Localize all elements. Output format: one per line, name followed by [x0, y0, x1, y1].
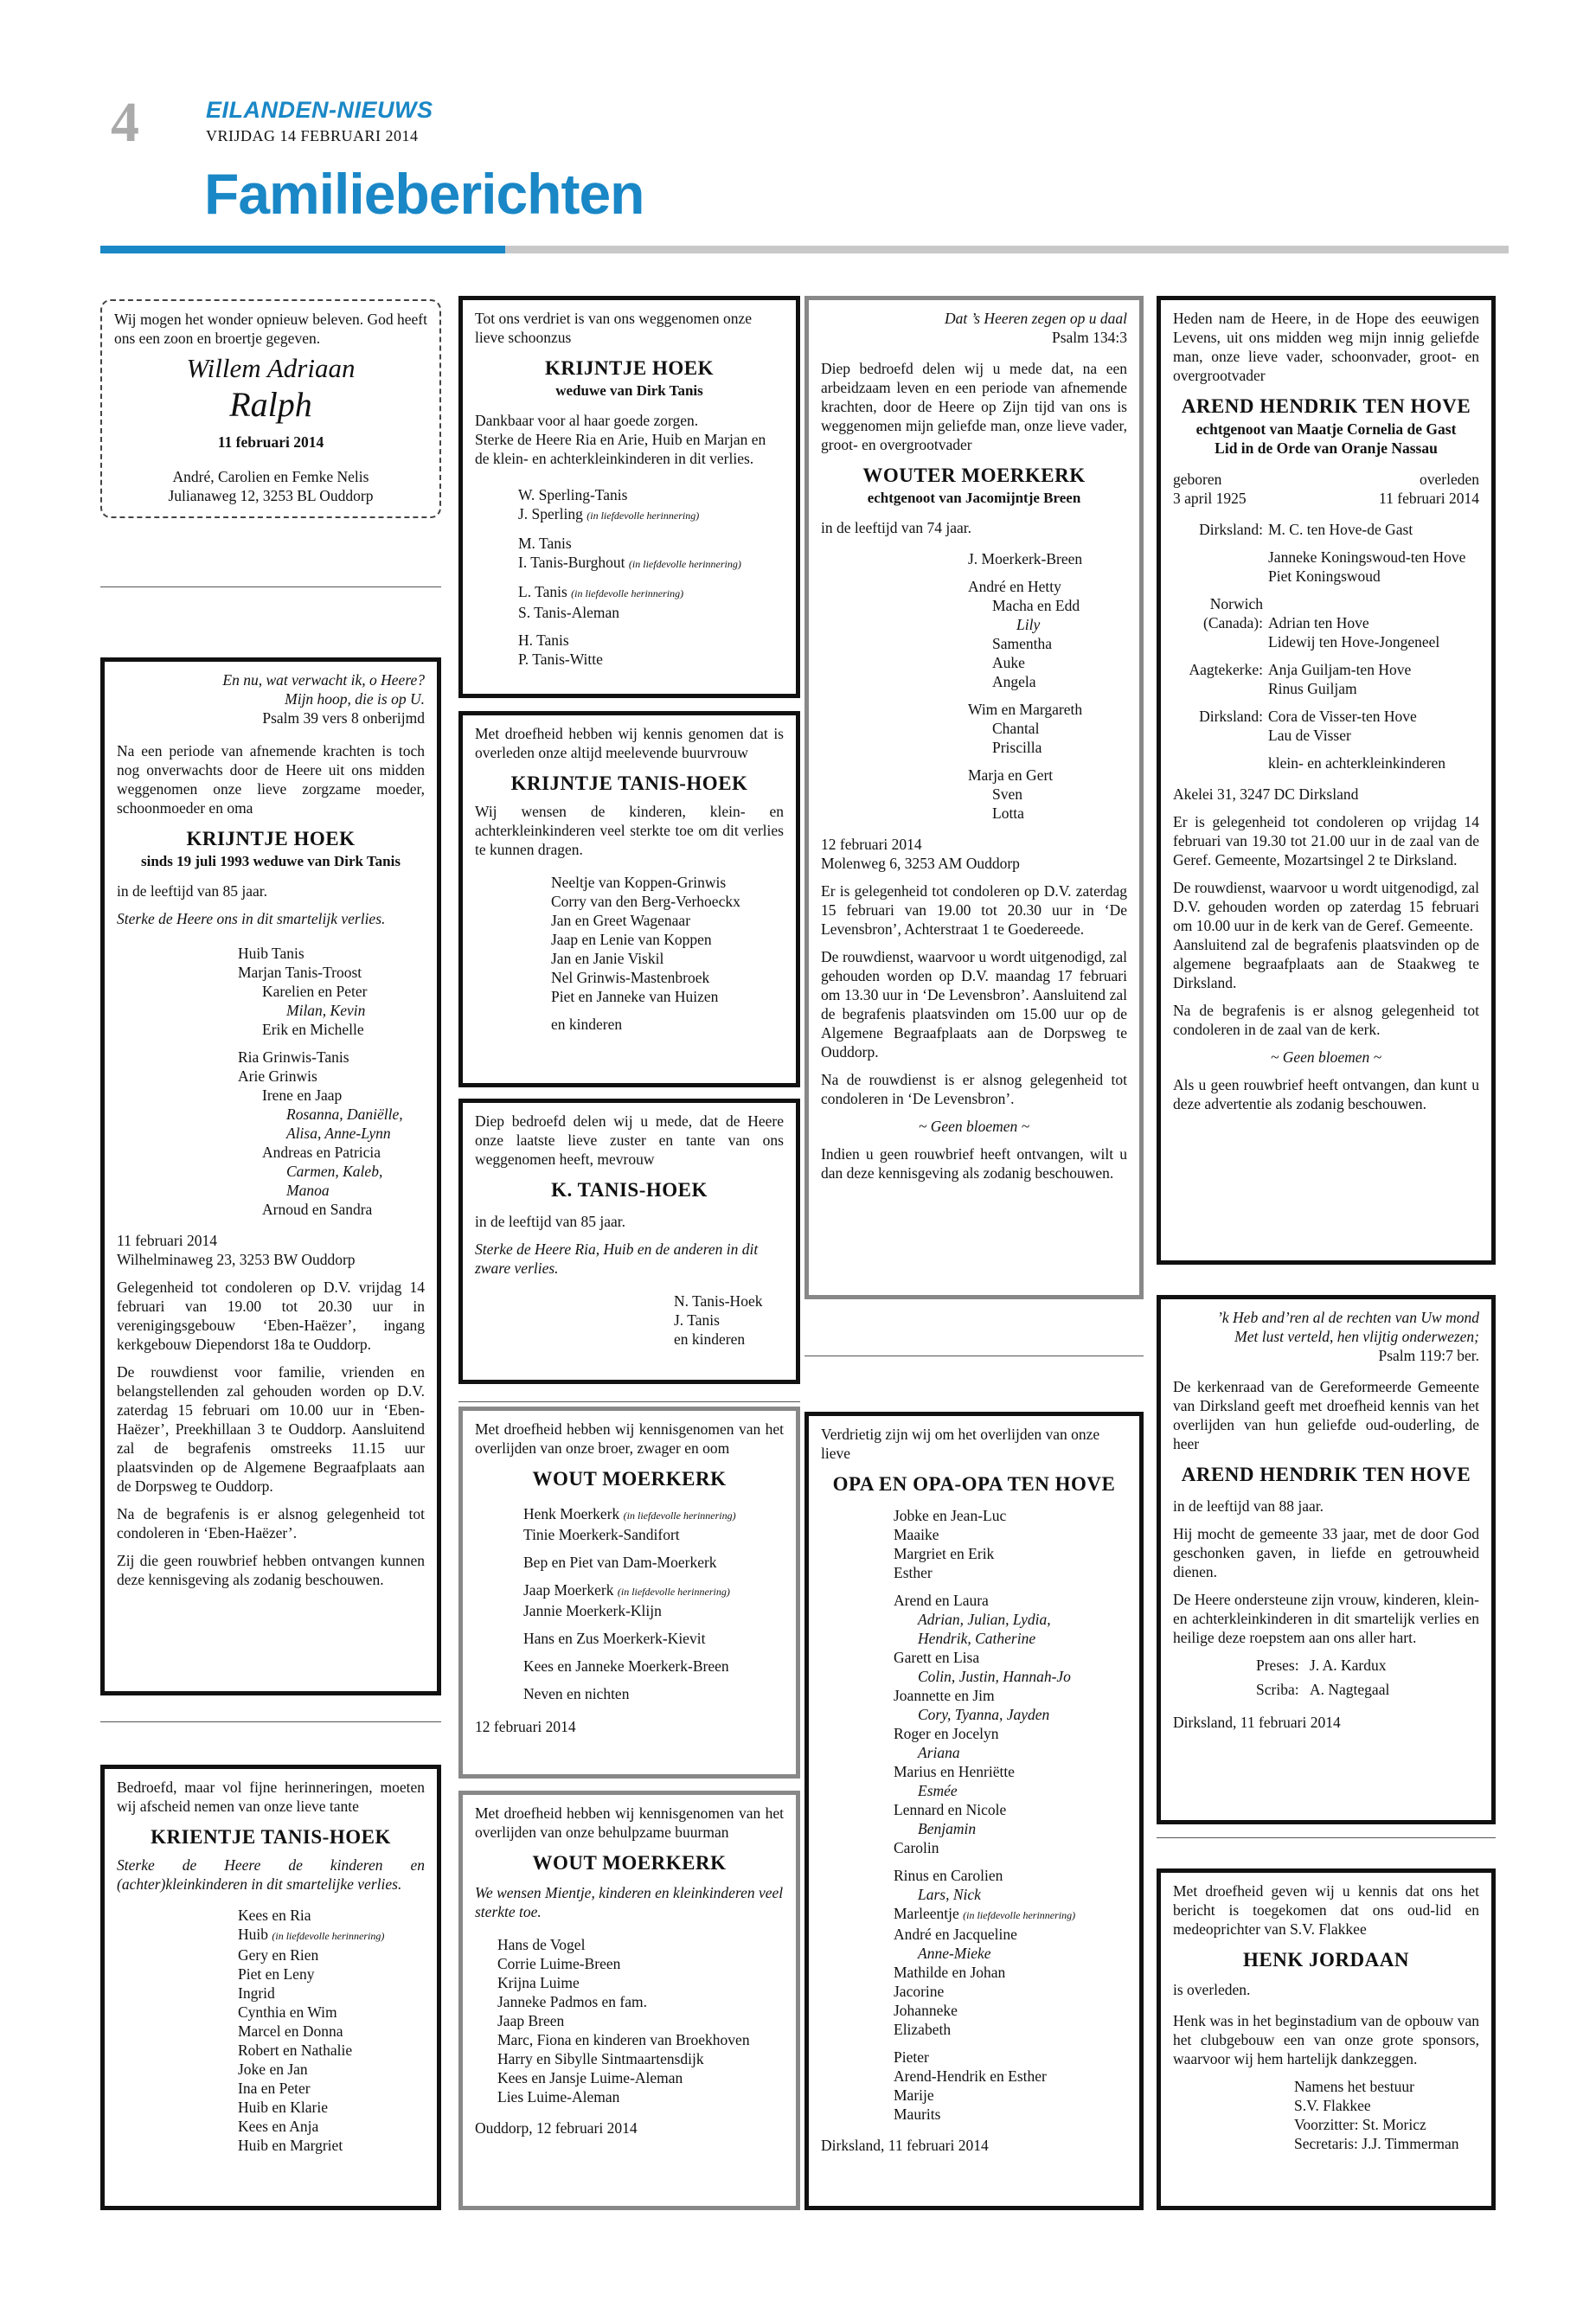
- family-member: S. Tanis-Aleman: [518, 604, 620, 621]
- memorial-note: (in liefdevolle herinnering): [617, 1586, 730, 1598]
- family-member: Lennard en Nicole: [894, 1801, 1007, 1818]
- baby-first-names: Willem Adriaan: [186, 353, 356, 383]
- family-member: Gery en Rien: [238, 1946, 319, 1964]
- notice-date: 12 februari 2014: [475, 1718, 576, 1735]
- family-member: Margriet en Erik: [894, 1545, 995, 1562]
- family-member: Piet Koningswoud: [1268, 567, 1381, 585]
- family-member: Huib: [238, 1926, 268, 1943]
- family-member: Janneke Koningswoud-ten Hove: [1268, 548, 1466, 566]
- place-label: (Canada):: [1203, 614, 1263, 631]
- quote-line: Dat ’s Heeren zegen op u daal: [945, 310, 1127, 327]
- divider: [100, 1721, 441, 1722]
- signatory: A. Nagtegaal: [1310, 1681, 1390, 1698]
- deceased-name: WOUTER MOERKERK: [862, 465, 1086, 486]
- place-label: Dirksland:: [1199, 521, 1263, 538]
- wish-line: Sterke de Heere Ria, Huib en de anderen in dit zware verlies.: [475, 1240, 759, 1277]
- signatory: N. Tanis-Hoek: [674, 1292, 763, 1310]
- ad-text: Na de begrafenis is er alsnog gelegenheid tot condoleren in de zaal van de kerk.: [1173, 1002, 1479, 1038]
- death-notice-wout-moerkerk: [458, 1407, 800, 1779]
- death-notice-buurman: [458, 1791, 800, 2210]
- family-member: Bep en Piet van Dam-Moerkerk: [523, 1554, 717, 1571]
- signatory: en kinderen: [674, 1330, 746, 1348]
- ad-text: Wij mogen het wonder opnieuw beleven. God heeft ons een zoon en broertje gegeven.: [114, 311, 427, 347]
- deceased-name: AREND HENDRIK TEN HOVE: [1181, 395, 1471, 417]
- age-line: in de leeftijd van 85 jaar.: [475, 1213, 625, 1230]
- family-member: Lidewij ten Hove-Jongeneel: [1268, 633, 1440, 651]
- signatory: J. A. Kardux: [1310, 1657, 1387, 1674]
- family-member: Macha en Edd: [992, 597, 1080, 614]
- family-member: Lily: [1016, 616, 1041, 633]
- age-line: in de leeftijd van 74 jaar.: [821, 519, 971, 536]
- age-line: in de leeftijd van 85 jaar.: [117, 882, 267, 900]
- family-member: Irene en Jaap: [262, 1086, 343, 1104]
- family-member: Arend en Laura: [894, 1592, 989, 1609]
- deceased-name: WOUT MOERKERK: [532, 1468, 727, 1490]
- family-member: Jobke en Jean-Luc: [894, 1507, 1007, 1524]
- family-member: Marja en Gert: [968, 766, 1054, 784]
- ad-text: Bedroefd, maar vol fijne herinneringen, moeten wij afscheid nemen van onze lieve tante: [117, 1779, 425, 1815]
- family-member: Jaap en Lenie van Koppen: [551, 931, 712, 948]
- family-member: Roger en Jocelyn: [894, 1725, 999, 1742]
- deceased-name: WOUT MOERKERK: [532, 1852, 727, 1874]
- quote-reference: Psalm 39 vers 8 onberijmd: [262, 709, 425, 727]
- family-member: Ina en Peter: [238, 2080, 311, 2097]
- memorial-note: (in liefdevolle herinnering): [272, 1930, 385, 1942]
- family-member: J. Moerkerk-Breen: [968, 550, 1083, 567]
- died-date: 11 februari 2014: [1379, 490, 1479, 507]
- family-member: Arie Grinwis: [238, 1067, 317, 1085]
- role-label: Preses:: [1256, 1657, 1299, 1674]
- family-member: Henk Moerkerk: [523, 1505, 620, 1522]
- family-member: Auke: [992, 654, 1025, 671]
- ad-text: Er is gelegenheid tot condoleren op vrijdag 14 februari van 19.30 tot 21.00 uur in de zaal van de Geref. Gemeente, Mozartsingel 2 te Dirksland.: [1173, 813, 1479, 868]
- family-member: Alisa, Anne-Lynn: [286, 1125, 391, 1142]
- family-member: Marjan Tanis-Troost: [238, 964, 362, 981]
- family-member: André en Jacqueline: [894, 1926, 1017, 1943]
- family-member: Harry en Sibylle Sintmaartensdijk: [497, 2050, 704, 2067]
- family-member: Neeltje van Koppen-Grinwis: [551, 874, 727, 891]
- family-member: Kees en Janneke Moerkerk-Breen: [523, 1657, 729, 1675]
- ad-text: Met droefheid hebben wij kennisgenomen van het overlijden van onze behulpzame buurman: [475, 1804, 784, 1841]
- signatory: Voorzitter: St. Moricz: [1294, 2116, 1426, 2133]
- signatory: Namens het bestuur: [1294, 2078, 1414, 2095]
- ad-text: De Heere ondersteune zijn vrouw, kinderen, klein- en achterkleinkinderen in dit smartelijk verlies en heilige deze roepstem aan ons aller hart.: [1173, 1591, 1479, 1646]
- family-member: Huib Tanis: [238, 945, 304, 962]
- ad-text: Met droefheid hebben wij kennis genomen dat is overleden onze altijd meelevende buurvrouw: [475, 725, 784, 761]
- family-member: Rinus Guiljam: [1268, 680, 1357, 697]
- ad-text: Er is gelegenheid tot condoleren op D.V. zaterdag 15 februari van 19.00 tot 20.30 uur in ‘De Levensbron’, Achterstraat 1 te Goedereede.: [821, 882, 1127, 938]
- age-line: in de leeftijd van 88 jaar.: [1173, 1497, 1324, 1515]
- ad-text: Zij die geen rouwbrief hebben ontvangen kunnen deze kennisgeving als zodanig beschouwen.: [117, 1552, 425, 1588]
- family-member: Kees en Anja: [238, 2118, 319, 2135]
- notice-date: Dirksland, 11 februari 2014: [821, 2137, 989, 2154]
- family-member: Janneke Padmos en fam.: [497, 1993, 648, 2010]
- ad-text: De rouwdienst, waarvoor u wordt uitgenodigd, zal gehouden worden op D.V. maandag 17 februari om 13.30 uur in ‘De Levensbron’. Aansluitend zal de begrafenis plaatsvinden om 15.00 uur op de Algemene Begraafplaats aan de Dorpsweg te Ouddorp.: [821, 948, 1127, 1061]
- wish-line: Sterke de Heere ons in dit smartelijk verlies.: [117, 910, 386, 927]
- ad-text: Gelegenheid tot condoleren op D.V. vrijdag 14 februari van 19.00 tot 20.30 uur in verenigingsgebouw ‘Eben-Haëzer’, ingang kerkgebouw Diependorst 18a te Ouddorp.: [117, 1279, 425, 1353]
- quote-line: Met lust verteld, hen vlijtig onderwezen;: [1234, 1328, 1479, 1345]
- ad-text: Indien u geen rouwbrief heeft ontvangen, wilt u dan deze kennisgeving als zodanig beschouwen.: [821, 1145, 1127, 1182]
- family-member: Arnoud en Sandra: [262, 1201, 373, 1218]
- family-member: Huib en Klarie: [238, 2099, 328, 2116]
- family-member: Garett en Lisa: [894, 1649, 980, 1666]
- family-member: Nel Grinwis-Mastenbroek: [551, 969, 710, 986]
- ad-text: De rouwdienst, waarvoor u wordt uitgenodigd, zal D.V. gehouden worden op zaterdag 15 februari om 10.00 uur in de kerk van de Geref. Gemeente.: [1173, 879, 1479, 934]
- wish-line: Wij wensen de kinderen, klein- en achterkleinkinderen veel sterkte toe om dit verlies te kunnen dragen.: [475, 803, 784, 858]
- family-member: Jaap Moerkerk: [523, 1581, 614, 1599]
- memorial-note: (in liefdevolle herinnering): [628, 558, 741, 570]
- family-member: Corry van den Berg-Verhoeckx: [551, 893, 740, 910]
- family-member: M. C. ten Hove-de Gast: [1268, 521, 1413, 538]
- family-member: Rinus en Carolien: [894, 1867, 1003, 1884]
- family-member: Anne-Mieke: [918, 1945, 991, 1962]
- family-member: Jan en Greet Wagenaar: [551, 912, 691, 929]
- family-member: Colin, Justin, Hannah-Jo: [918, 1668, 1071, 1685]
- notice-date: 11 februari 2014: [117, 1232, 217, 1249]
- address: Wilhelminaweg 23, 3253 BW Ouddorp: [117, 1251, 356, 1268]
- family-member: M. Tanis: [518, 535, 572, 552]
- ad-text: Henk was in het beginstadium van de opbouw van het clubgebouw een van onze grote sponsors, waarvoor wij hem hartelijk dankzeggen.: [1173, 2012, 1479, 2067]
- family-member: Maaike: [894, 1526, 939, 1543]
- family-member: W. Sperling-Tanis: [518, 486, 628, 503]
- family-member: Arend-Hendrik en Esther: [894, 2067, 1047, 2085]
- ad-text: Verdrietig zijn wij om het overlijden van onze lieve: [821, 1426, 1100, 1462]
- family-member: Angela: [992, 673, 1036, 690]
- family-member: Manoa: [286, 1182, 330, 1199]
- died-label: overleden: [1420, 471, 1479, 488]
- baby-name: Ralph: [229, 385, 312, 424]
- no-flowers-note: ~ Geen bloemen ~: [1270, 1048, 1382, 1066]
- family-member: Lies Luime-Aleman: [497, 2088, 620, 2106]
- family-member: Andreas en Patricia: [262, 1144, 381, 1161]
- family-member: Corrie Luime-Breen: [497, 1955, 621, 1972]
- family-member: Cory, Tyanna, Jayden: [918, 1706, 1050, 1723]
- ad-text: Diep bedroefd delen wij u mede dat, na een arbeidzaam leven en een periode van afnemende krachten, door de Heere op Zijn tijd van ons is weggenomen mijn geliefde man, onze lieve vader, groot- en overgrootvader: [821, 360, 1127, 453]
- deceased-name: K. TANIS-HOEK: [551, 1179, 708, 1201]
- wish-line: Sterke de Heere de kinderen en (achter)kleinkinderen in dit smartelijke verlies.: [117, 1856, 425, 1893]
- family-member: Johanneke: [894, 2002, 958, 2019]
- section-title: Familieberichten: [204, 162, 644, 226]
- family-member: Marije: [894, 2086, 934, 2104]
- family-member: J. Sperling: [518, 505, 583, 522]
- deceased-subtitle: echtgenoot van Jacomijntje Breen: [867, 490, 1081, 506]
- deceased-subtitle: Lid in de Orde van Oranje Nassau: [1215, 439, 1438, 457]
- ad-text: Na de begrafenis is er alsnog gelegenheid tot condoleren in ‘Eben-Haëzer’.: [117, 1505, 425, 1541]
- ad-text: Tot ons verdriet is van ons weggenomen onze lieve schoonzus: [475, 310, 753, 346]
- birth-date: 11 februari 2014: [217, 433, 324, 451]
- family-member: Lotta: [992, 804, 1024, 822]
- family-member: Cora de Visser-ten Hove: [1268, 708, 1417, 725]
- born-date: 3 april 1925: [1173, 490, 1247, 507]
- family-member: H. Tanis: [518, 631, 569, 649]
- deceased-subtitle: echtgenoot van Maatje Cornelia de Gast: [1195, 420, 1457, 438]
- family-member: Kees en Ria: [238, 1907, 311, 1924]
- no-flowers-note: ~ Geen bloemen ~: [918, 1118, 1030, 1135]
- family-member: Priscilla: [992, 739, 1042, 756]
- family-member: Huib en Margriet: [238, 2137, 343, 2154]
- place-label: Dirksland:: [1199, 708, 1263, 725]
- family-member: Piet en Leny: [238, 1965, 315, 1983]
- deceased-name: KRIJNTJE HOEK: [186, 828, 356, 849]
- ad-text: Diep bedroefd delen wij u mede, dat de Heere onze laatste lieve zuster en tante van ons weggenomen heeft, mevrouw: [475, 1112, 784, 1168]
- family-member: Hans en Zus Moerkerk-Kievit: [523, 1630, 706, 1647]
- birth-announcement: [100, 299, 441, 518]
- family-member: Robert en Nathalie: [238, 2041, 353, 2059]
- title-rule-accent: [100, 246, 505, 253]
- family-member: Marius en Henriëtte: [894, 1763, 1015, 1780]
- address: Molenweg 6, 3253 AM Ouddorp: [821, 855, 1020, 872]
- place-label: Aagtekerke:: [1189, 661, 1263, 678]
- death-notice-arend-hendrik-ten-hove: [1157, 296, 1496, 1265]
- signatory: J. Tanis: [674, 1311, 720, 1329]
- quote-line: Mijn hoop, die is op U.: [285, 690, 425, 708]
- family-member: Benjamin: [918, 1820, 977, 1837]
- memorial-note: (in liefdevolle herinnering): [571, 587, 684, 599]
- family-member: Ingrid: [238, 1984, 275, 2002]
- deceased-subtitle: weduwe van Dirk Tanis: [555, 382, 703, 399]
- parents: André, Carolien en Femke Nelis: [172, 468, 369, 485]
- family-member: Lars, Nick: [918, 1886, 981, 1903]
- family-member: Milan, Kevin: [286, 1002, 366, 1019]
- family-member: Marcel en Donna: [238, 2022, 343, 2040]
- family-member: en kinderen: [551, 1016, 623, 1033]
- divider: [100, 586, 441, 587]
- death-notice-k-tanis-hoek: [458, 1099, 800, 1384]
- address: Julianaweg 12, 3253 BL Ouddorp: [168, 487, 374, 504]
- ad-text: Heden nam de Heere, in de Hope des eeuwigen Levens, uit ons midden weg mijn innig geliefde man, onze lieve vader, schoonvader, groot- en overgrootvader: [1173, 310, 1479, 384]
- ad-text: Met droefheid hebben wij kennisgenomen van het overlijden van onze broer, zwager en oom: [475, 1420, 784, 1457]
- family-member: Elizabeth: [894, 2021, 952, 2038]
- family-member: Jannie Moerkerk-Klijn: [523, 1602, 662, 1619]
- family-member: Joke en Jan: [238, 2061, 308, 2078]
- family-member: klein- en achterkleinkinderen: [1268, 754, 1446, 772]
- signatory: S.V. Flakkee: [1294, 2097, 1371, 2114]
- family-member: Hans de Vogel: [497, 1936, 586, 1953]
- address: Akelei 31, 3247 DC Dirksland: [1173, 785, 1359, 803]
- ad-text: Na de rouwdienst is er alsnog gelegenheid tot condoleren in ‘De Levensbron’.: [821, 1071, 1127, 1107]
- ad-text: De kerkenraad van de Gereformeerde Gemeente van Dirksland geeft met droefheid kennis van het overlijden van hun geliefde oud-ouderling, de heer: [1173, 1378, 1479, 1452]
- signatory: Secretaris: J.J. Timmerman: [1294, 2135, 1459, 2152]
- ad-text: Met droefheid geven wij u kennis dat ons het bericht is toegekomen dat ons oud-lid en medeoprichter van S.V. Flakkee: [1173, 1882, 1479, 1938]
- family-member: Pieter: [894, 2048, 929, 2066]
- family-member: Esther: [894, 1564, 933, 1581]
- family-member: Jaap Breen: [497, 2012, 565, 2029]
- born-label: geboren: [1173, 471, 1222, 488]
- death-notice-buurvrouw: [458, 711, 800, 1087]
- place-label: Norwich: [1209, 595, 1263, 612]
- family-member: Erik en Michelle: [262, 1021, 364, 1038]
- notice-date: Ouddorp, 12 februari 2014: [475, 2119, 638, 2137]
- memorial-note: (in liefdevolle herinnering): [963, 1909, 1076, 1921]
- issue-date: VRIJDAG 14 FEBRUARI 2014: [206, 127, 419, 144]
- family-member: Piet en Janneke van Huizen: [551, 988, 719, 1005]
- family-member: Anja Guiljam-ten Hove: [1268, 661, 1412, 678]
- family-member: Joannette en Jim: [894, 1687, 995, 1704]
- divider: [1157, 1837, 1496, 1838]
- quote-reference: Psalm 119:7 ber.: [1378, 1347, 1479, 1364]
- ad-text: is overleden.: [1173, 1981, 1251, 1998]
- role-label: Scriba:: [1256, 1681, 1299, 1698]
- memorial-note: (in liefdevolle herinnering): [586, 510, 700, 522]
- family-member: Carmen, Kaleb,: [286, 1163, 383, 1180]
- wish-line: We wensen Mientje, kinderen en kleinkinderen veel sterkte toe.: [475, 1884, 784, 1920]
- family-member: Wim en Margareth: [968, 701, 1083, 718]
- family-member: Sven: [992, 785, 1022, 803]
- title-rule: [505, 246, 1509, 253]
- family-member: Esmée: [918, 1782, 958, 1799]
- wish-line: Sterke de Heere Ria en Arie, Huib en Marjan en de klein- en achterkleinkinderen in dit verlies.: [475, 431, 766, 467]
- family-member: Lau de Visser: [1268, 727, 1351, 744]
- family-member: Adrian, Julian, Lydia,: [918, 1611, 1051, 1628]
- deceased-name: KRIJNTJE TANIS-HOEK: [510, 772, 748, 794]
- family-member: I. Tanis-Burghout: [518, 554, 625, 571]
- family-member: P. Tanis-Witte: [518, 651, 603, 668]
- ad-text: Na een periode van afnemende krachten is toch nog onverwachts door de Heere uit ons midden weggenomen onze lieve zorgzame moeder, schoonmoeder en oma: [117, 742, 425, 817]
- masthead-logo: EILANDEN-NIEUWS: [206, 97, 433, 123]
- deceased-name: OPA EN OPA-OPA TEN HOVE: [832, 1473, 1116, 1495]
- family-member: Maurits: [894, 2106, 941, 2123]
- divider: [458, 1401, 800, 1402]
- deceased-name: KRIJNTJE HOEK: [544, 357, 714, 379]
- family-member: Kees en Jansje Luime-Aleman: [497, 2069, 683, 2086]
- family-member: Carolin: [894, 1839, 939, 1856]
- quote-reference: Psalm 134:3: [1051, 329, 1127, 346]
- family-member: Neven en nichten: [523, 1685, 630, 1702]
- ad-text: Als u geen rouwbrief heeft ontvangen, dan kunt u deze advertentie als zodanig beschouwen.: [1173, 1076, 1479, 1112]
- quote-line: En nu, wat verwacht ik, o Heere?: [222, 671, 425, 689]
- death-notice-opa-ten-hove: [804, 1412, 1144, 2210]
- family-member: Tinie Moerkerk-Sandifort: [523, 1526, 680, 1543]
- family-member: Ariana: [918, 1744, 960, 1761]
- club-notice-henk-jordaan: [1157, 1868, 1496, 2210]
- deceased-name: AREND HENDRIK TEN HOVE: [1181, 1464, 1471, 1485]
- deceased-subtitle: sinds 19 juli 1993 weduwe van Dirk Tanis: [141, 853, 401, 869]
- family-member: Rosanna, Daniëlle,: [286, 1106, 403, 1123]
- family-member: Marleentje: [894, 1905, 959, 1922]
- ad-text: Aansluitend zal de begrafenis plaatsvinden op de algemene begraafplaats aan de Staakweg te Dirksland.: [1173, 936, 1479, 991]
- family-member: L. Tanis: [518, 583, 567, 600]
- death-notice-krijntje-hoek-schoonzus: [458, 296, 800, 698]
- deceased-name: KRIENTJE TANIS-HOEK: [151, 1826, 391, 1848]
- ad-text: Dankbaar voor al haar goede zorgen.: [475, 412, 699, 429]
- death-notice-wouter-moerkerk: [804, 296, 1144, 1299]
- family-member: Karelien en Peter: [262, 983, 368, 1000]
- family-member: Samentha: [992, 635, 1053, 652]
- page-number: 4: [111, 91, 139, 154]
- family-member: Krijna Luime: [497, 1974, 580, 1991]
- family-member: Jan en Janie Viskil: [551, 950, 664, 967]
- family-member: Ria Grinwis-Tanis: [238, 1048, 349, 1066]
- family-member: Jacorine: [894, 1983, 945, 2000]
- death-notice-krientje-tanis-hoek: [100, 1765, 441, 2210]
- family-member: Chantal: [992, 720, 1040, 737]
- quote-line: ’k Heb and’ren al de rechten van Uw mond: [1217, 1309, 1479, 1326]
- family-member: Mathilde en Johan: [894, 1964, 1006, 1981]
- ad-text: De rouwdienst voor familie, vrienden en belangstellenden zal gehouden worden op D.V. zaterdag 15 februari om 10.00 uur in ‘Eben-Haëzer’, Preekhillaan 3 te Ouddorp. Aansluitend zal de begrafenis omstreeks 11.15 uur plaatsvinden op de Algemene Begraafplaats aan de Dorpsweg te Ouddorp.: [117, 1363, 425, 1495]
- family-member: Hendrik, Catherine: [918, 1630, 1036, 1647]
- deceased-name: HENK JORDAAN: [1243, 1949, 1409, 1971]
- church-notice-ten-hove: [1157, 1295, 1496, 1824]
- family-member: Adrian ten Hove: [1268, 614, 1369, 631]
- memorial-note: (in liefdevolle herinnering): [623, 1509, 736, 1522]
- notice-date: Dirksland, 11 februari 2014: [1173, 1714, 1341, 1731]
- family-member: Marc, Fiona en kinderen van Broekhoven: [497, 2031, 750, 2048]
- family-member: André en Hetty: [968, 578, 1061, 595]
- ad-text: Hij mocht de gemeente 33 jaar, met de door God geschonken gaven, in liefde en getrouwheid dienen.: [1173, 1525, 1479, 1580]
- death-notice-krijntje-hoek: [100, 657, 441, 1695]
- notice-date: 12 februari 2014: [821, 836, 922, 853]
- family-member: Cynthia en Wim: [238, 2003, 337, 2021]
